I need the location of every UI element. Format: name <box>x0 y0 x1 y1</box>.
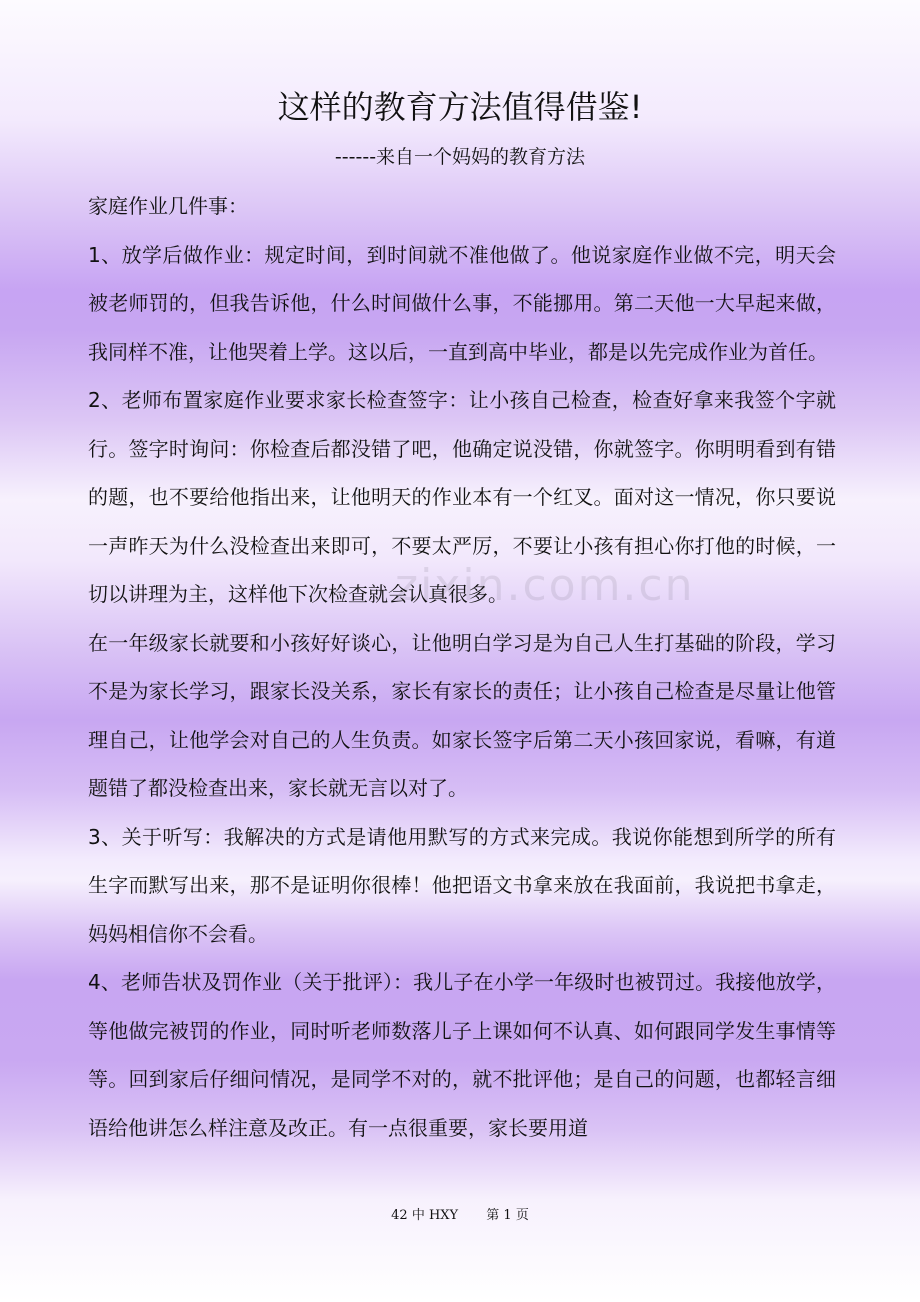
section-heading: 家庭作业几件事： <box>88 194 248 218</box>
page-footer <box>0 1206 920 1226</box>
paragraph-dictation: 3、关于听写：我解决的方式是请他用默写的方式来完成。我说你能想到所学的所有生字而默写出来，那不是证明你很棒！他把语文书拿来放在我面前，我说把书拿走，妈妈相信你不会看。 <box>88 824 836 946</box>
footer-source: 42 中 HXY <box>391 1208 459 1223</box>
paragraph-homework-time: 1、放学后做作业：规定时间，到时间就不准他做了。他说家庭作业做不完，明天会被老师罚的，但我告诉他，什么时间做什么事，不能挪用。第二天他一大早起来做，我同样不准，让他哭着上学。这以后，一直到高中毕业，都是以先完成作业为首任。 <box>88 242 836 364</box>
paragraph-parent-signature: 2、老师布置家庭作业要求家长检查签字：让小孩自己检查，检查好拿来我签个字就行。签字时询问：你检查后都没错了吧，他确定说没错，你就签字。你明明看到有错的题，也不要给他指出来，让他明天的作业本有一个红叉。面对这一情况，你只要说一声昨天为什么没检查出来即可，不要太严厉，不要让小孩有担心你打他的时候，一切以讲理为主，这样他下次检查就会认真很多。 <box>88 388 836 606</box>
document-body <box>88 182 836 1152</box>
watermark: zixin.com.cn <box>395 560 695 611</box>
paragraph-first-grade-talk: 在一年级家长就要和小孩好好谈心，让他明白学习是为自己人生打基础的阶段，学习不是为家长学习，跟家长没关系，家长有家长的责任；让小孩自己检查是尽量让他管理自己，让他学会对自己的人生负责。如家长签字后第二天小孩回家说，看嘛，有道题错了都没检查出来，家长就无言以对了。 <box>88 630 836 800</box>
page-subtitle: ------来自一个妈妈的教育方法 <box>334 146 586 168</box>
page-title: 这样的教育方法值得借鉴! <box>277 88 643 126</box>
page-number: 第 1 页 <box>486 1208 529 1223</box>
paragraph-teacher-complaint: 4、老师告状及罚作业（关于批评）：我儿子在小学一年级时也被罚过。我接他放学，等他做完被罚的作业，同时听老师数落儿子上课如何不认真、如何跟同学发生事情等等。回到家后仔细问情况，是同学不对的，就不批评他；是自己的问题，也都轻言细语给他讲怎么样注意及改正。有一点很重要，家长要用道 <box>88 970 836 1140</box>
